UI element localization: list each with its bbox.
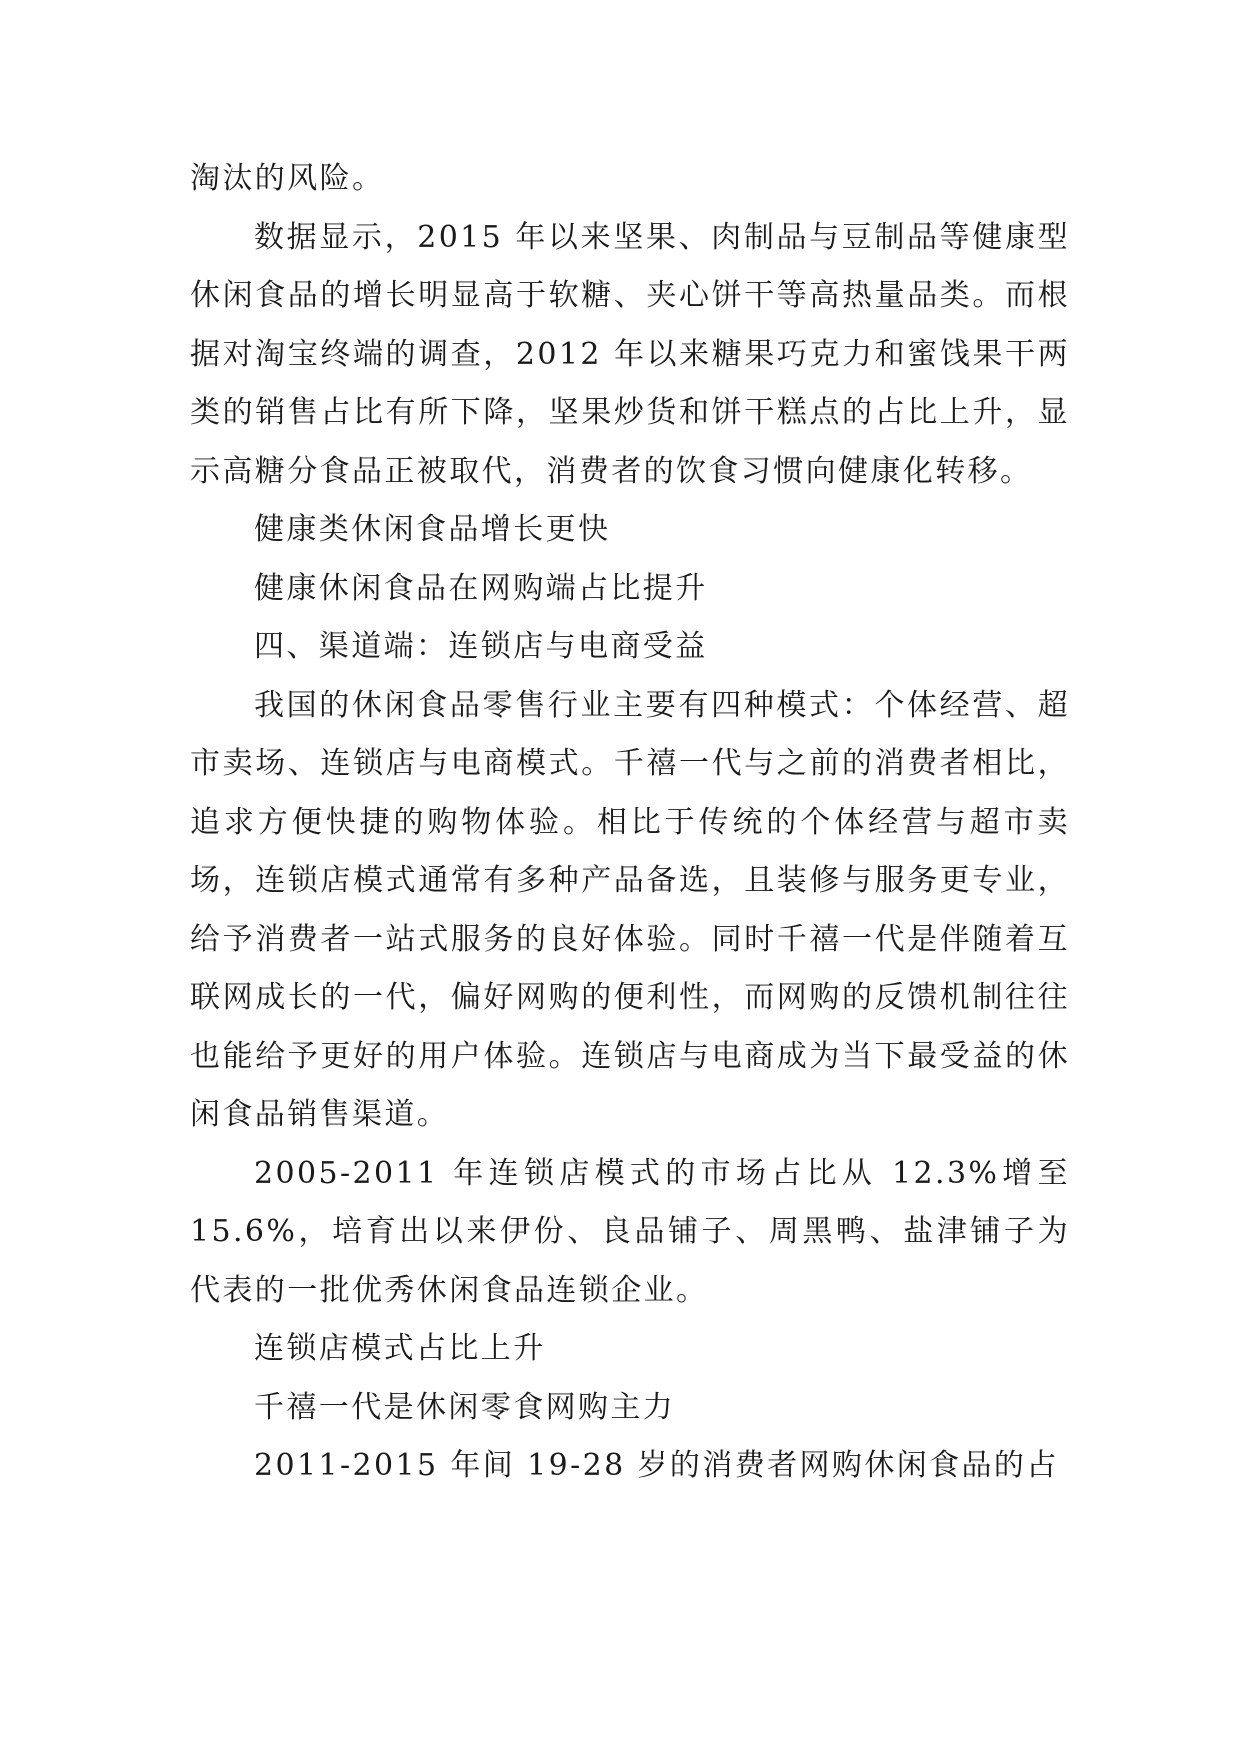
paragraph: 2011-2015 年间 19-28 岁的消费者网购休闲食品的占 [254,1448,1059,1483]
document-body [190,150,1070,1496]
paragraph: 数据显示，2015 年以来坚果、肉制品与豆制品等健康型休闲食品的增长明显高于软糖、夹心饼干等高热量品类。而根据对淘宝终端的调查，2012 年以来糖果巧克力和蜜饯果干两类的销售占比有所下降，坚果炒货和饼干糕点的占比上升，显示高糖分食品正被取代，消费者的饮食习惯向健康化转移。 [190,219,1070,489]
paragraph: 健康类休闲食品增长更快 [254,512,611,547]
section-heading: 四、渠道端：连锁店与电商受益 [254,629,708,664]
paragraph: 淘汰的风险。 [190,161,385,196]
paragraph: 连锁店模式占比上升 [254,1331,546,1366]
paragraph: 我国的休闲食品零售行业主要有四种模式：个体经营、超市卖场、连锁店与电商模式。千禧一代与之前的消费者相比，追求方便快捷的购物体验。相比于传统的个体经营与超市卖场，连锁店模式通常有多种产品备选，且装修与服务更专业，给予消费者一站式服务的良好体验。同时千禧一代是伴随着互联网成长的一代，偏好网购的便利性，而网购的反馈机制往往也能给予更好的用户体验。连锁店与电商成为当下最受益的休闲食品销售渠道。 [190,687,1070,1132]
paragraph: 2005-2011 年连锁店模式的市场占比从 12.3%增至15.6%，培育出以来伊份、良品铺子、周黑鸭、盐津铺子为代表的一批优秀休闲食品连锁企业。 [190,1155,1070,1308]
paragraph: 千禧一代是休闲零食网购主力 [254,1389,676,1425]
paragraph: 健康休闲食品在网购端占比提升 [254,570,708,606]
